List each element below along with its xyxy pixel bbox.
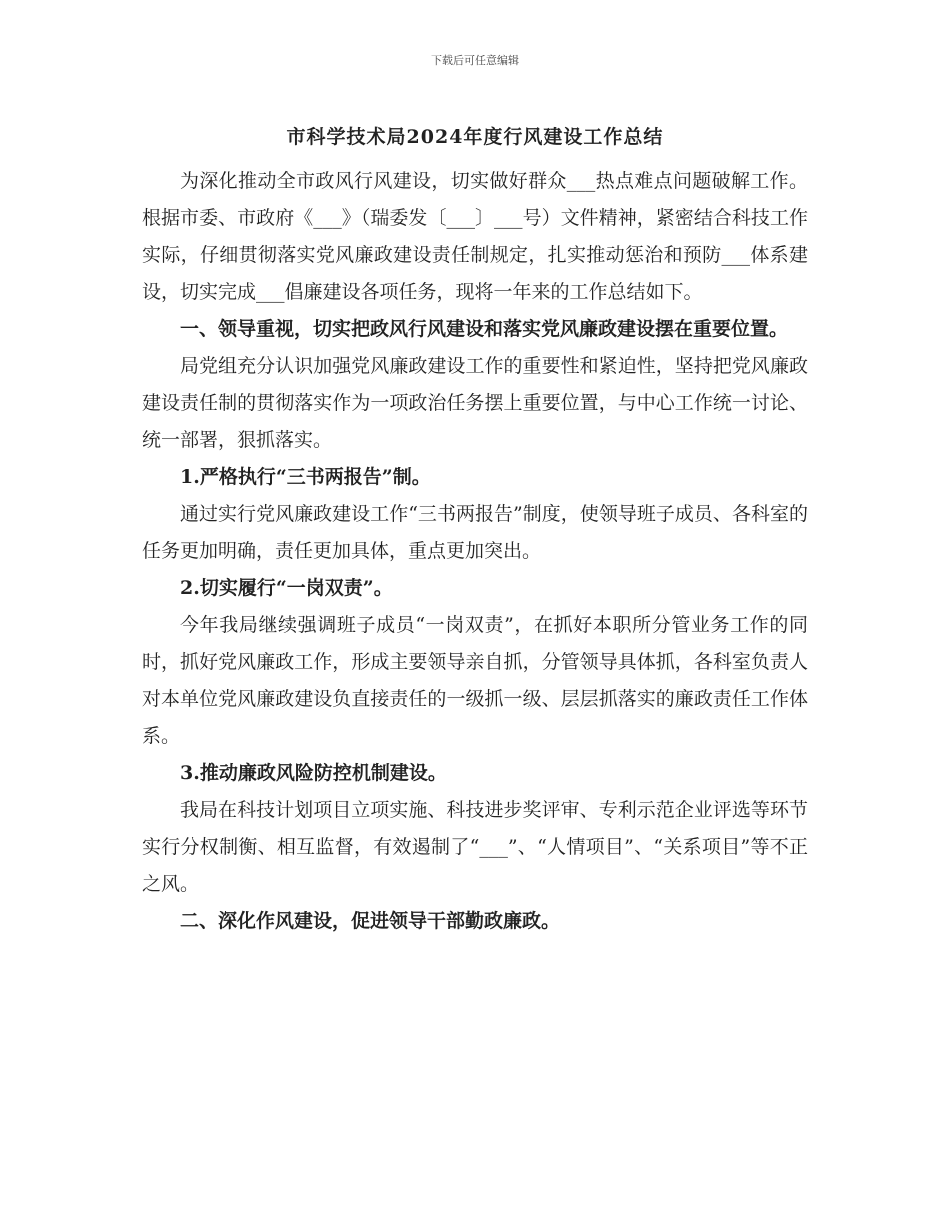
section-heading: 二、深化作风建设，促进领导干部勤政廉政。 — [180, 910, 561, 932]
body-paragraph: 今年我局继续强调班子成员“一岗双责”，在抓好本职所分管业务工作的同时，抓好党风廉政工作，形成主要领导亲自抓，分管领导具体抓，各科室负责人对本单位党风廉政建设负直接责任的一级抓一级、层层抓落实的廉政责任工作体系。 — [142, 614, 808, 747]
body-paragraph: 通过实行党风廉政建设工作“三书两报告”制度，使领导班子成员、各科室的任务更加明确，责任更加具体，重点更加突出。 — [142, 503, 808, 562]
subsection-heading: 1.严格执行“三书两报告”制。 — [180, 466, 431, 488]
body-paragraph: 我局在科技计划项目立项实施、科技进步奖评审、专利示范企业评选等环节实行分权制衡、相互监督，有效遏制了“___”、“人情项目”、“关系项目”等不正之风。 — [142, 799, 808, 895]
section-heading: 一、领导重视，切实把政风行风建设和落实党风廉政建设摆在重要位置。 — [180, 318, 789, 340]
subsection-heading: 3.推动廉政风险防控机制建设。 — [180, 762, 447, 784]
subsection-heading: 2.切实履行“一岗双责”。 — [180, 577, 393, 599]
body-paragraph: 局党组充分认识加强党风廉政建设工作的重要性和紧迫性，坚持把党风廉政建设责任制的贯彻落实作为一项政治任务摆上重要位置，与中心工作统一讨论、统一部署，狠抓落实。 — [142, 355, 808, 451]
document-title: 市科学技术局2024年度行风建设工作总结 — [286, 126, 664, 148]
header-note: 下载后可任意编辑 — [431, 54, 519, 67]
body-paragraph: 为深化推动全市政风行风建设，切实做好群众___热点难点问题破解工作。根据市委、市政府《___》（瑞委发〔___〕___号）文件精神，紧密结合科技工作实际，仔细贯彻落实党风廉政建设责任制规定，扎实推动惩治和预防___体系建设，切实完成___倡廉建设各项任务，现将一年来的工作总结如下。 — [142, 170, 808, 303]
